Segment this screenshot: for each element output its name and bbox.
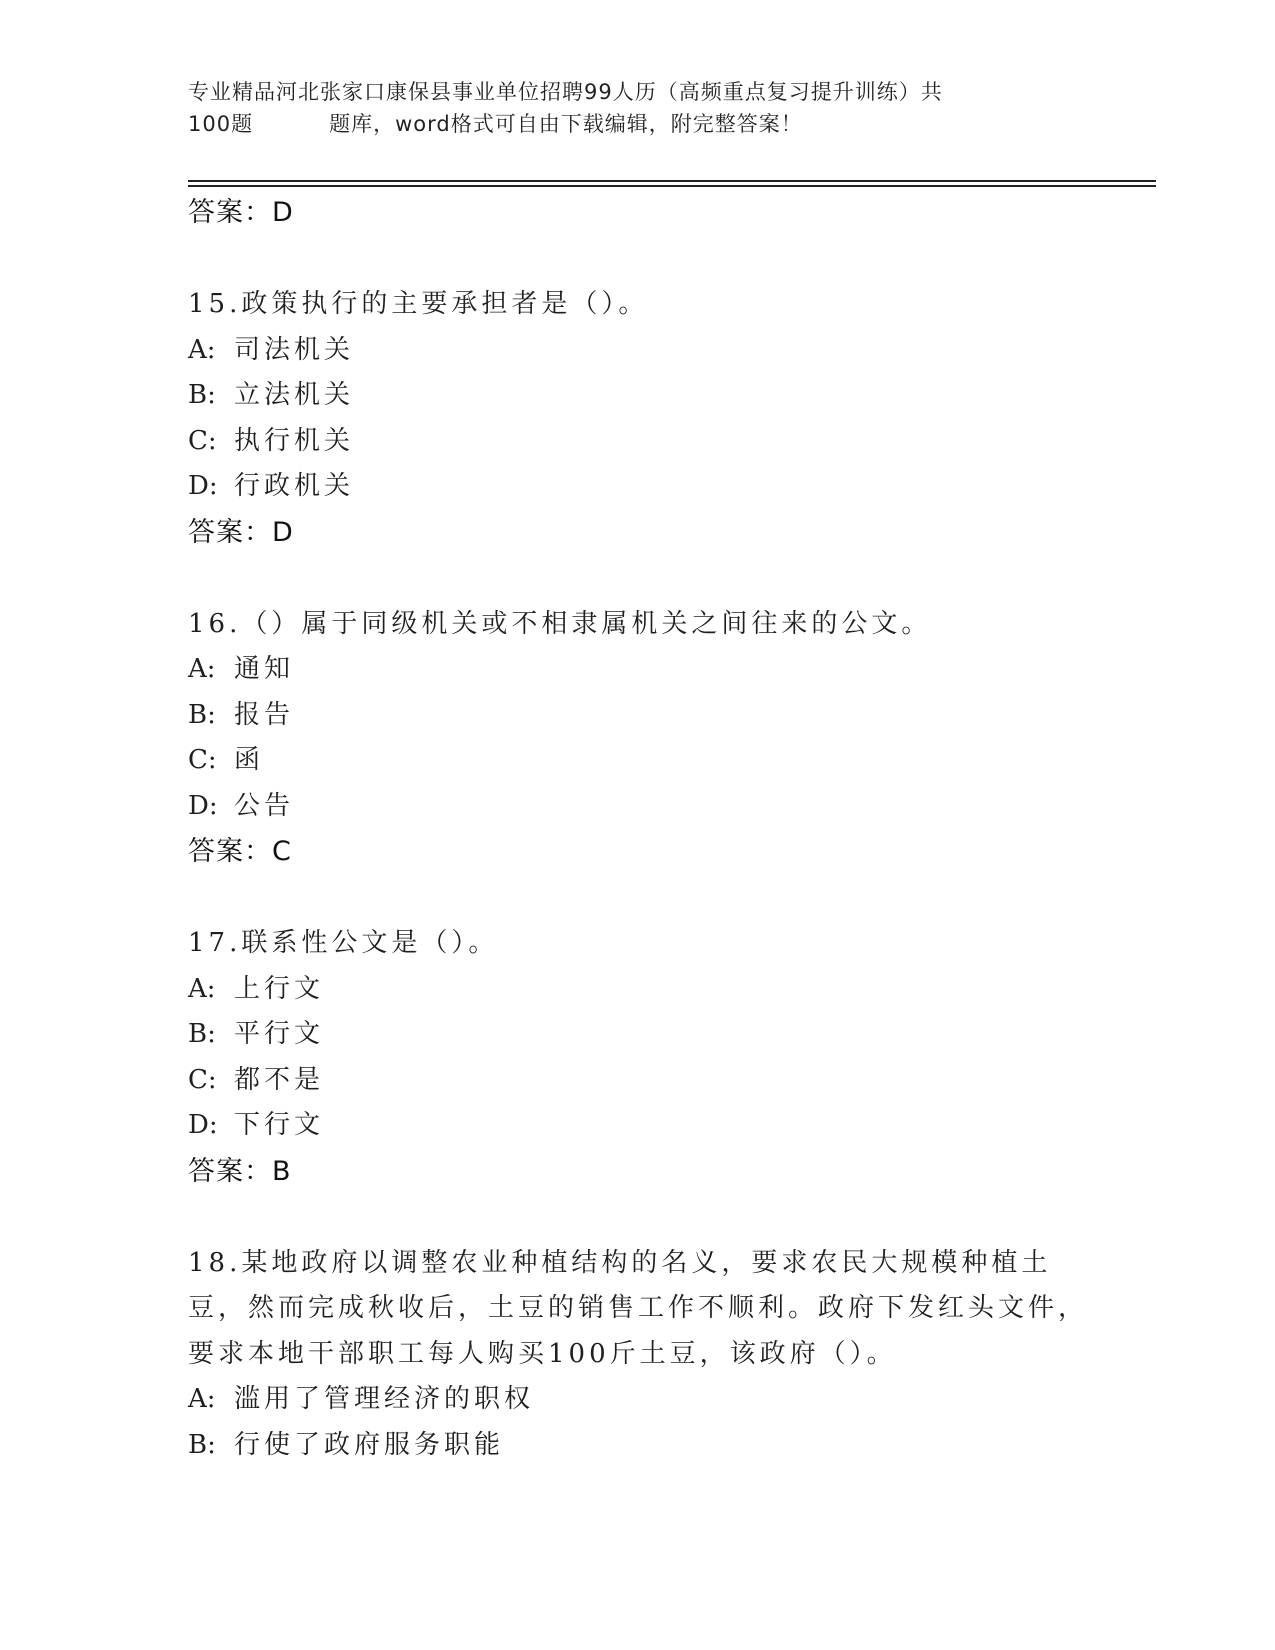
answer-line: 答案：C	[188, 836, 292, 867]
option-text: 下行文	[234, 1110, 325, 1140]
question-block-15	[188, 282, 1088, 556]
answer-line: 答案：B	[188, 1155, 292, 1187]
option-text: 公告	[234, 790, 295, 821]
option-text: 执行机关	[234, 425, 355, 456]
option-a	[188, 967, 1088, 1013]
option-a	[188, 647, 1088, 693]
option-text: 平行文	[234, 1019, 325, 1049]
option-d	[188, 464, 1088, 510]
option-b	[188, 1012, 1088, 1058]
option-text: 滥用了管理经济的职权	[234, 1384, 535, 1414]
option-text: 函	[234, 745, 265, 775]
question-block-17	[188, 921, 1088, 1195]
option-key: C:	[188, 745, 217, 775]
option-text: 都不是	[234, 1064, 325, 1095]
option-text: 司法机关	[234, 334, 355, 365]
question-text: 17.联系性公文是（）。	[188, 928, 499, 958]
option-a	[188, 328, 1088, 374]
answer-line: 答案：D	[188, 197, 294, 228]
header-line-1: 专业精品河北张家口康保县事业单位招聘99人历（高频重点复习提升训练）共	[188, 80, 943, 104]
option-text: 报告	[234, 699, 295, 730]
option-key: A:	[188, 973, 216, 1004]
question-text: 15.政策执行的主要承担者是（）。	[188, 289, 649, 319]
header-divider-top	[188, 180, 1156, 182]
option-c	[188, 419, 1088, 465]
option-key: D:	[188, 471, 218, 501]
option-key: D:	[188, 790, 218, 821]
option-key: B:	[188, 380, 216, 410]
header-line-2	[188, 108, 1068, 140]
page-header	[188, 76, 1068, 140]
header-line-2-right: 题库，word格式可自由下载编辑，附完整答案！	[329, 112, 803, 136]
option-key: A:	[188, 654, 216, 684]
option-d	[188, 784, 1088, 830]
question-block-16	[188, 602, 1088, 876]
option-key: C:	[188, 425, 217, 456]
option-c	[188, 1058, 1088, 1104]
option-key: A:	[188, 334, 216, 365]
option-key: A:	[188, 1384, 216, 1414]
option-b	[188, 693, 1088, 739]
option-key: B:	[188, 1429, 216, 1460]
option-a	[188, 1377, 1088, 1423]
option-text: 行使了政府服务职能	[234, 1429, 505, 1460]
answer-line: 答案：D	[188, 516, 294, 548]
option-d	[188, 1103, 1088, 1149]
question-text: 18.某地政府以调整农业种植结构的名义，要求农民大规模种植土豆，然而完成秋收后，土豆的销售工作不顺利。政府下发红头文件，要求本地干部职工每人购买100斤土豆，该政府（）。	[188, 1247, 1089, 1369]
header-line-2-left: 100题	[188, 112, 254, 136]
question-text: 16.（）属于同级机关或不相隶属机关之间往来的公文。	[188, 608, 932, 639]
option-b	[188, 373, 1088, 419]
document-body	[188, 190, 1088, 1468]
option-key: D:	[188, 1110, 218, 1140]
option-text: 立法机关	[234, 380, 355, 410]
question-block-18	[188, 1241, 1088, 1469]
option-text: 上行文	[234, 973, 325, 1004]
option-b	[188, 1423, 1088, 1469]
option-key: B:	[188, 699, 216, 730]
option-text: 行政机关	[234, 471, 355, 501]
option-text: 通知	[234, 654, 295, 684]
option-key: B:	[188, 1019, 216, 1049]
header-divider-bottom	[188, 185, 1156, 187]
option-key: C:	[188, 1064, 217, 1095]
option-c	[188, 738, 1088, 784]
